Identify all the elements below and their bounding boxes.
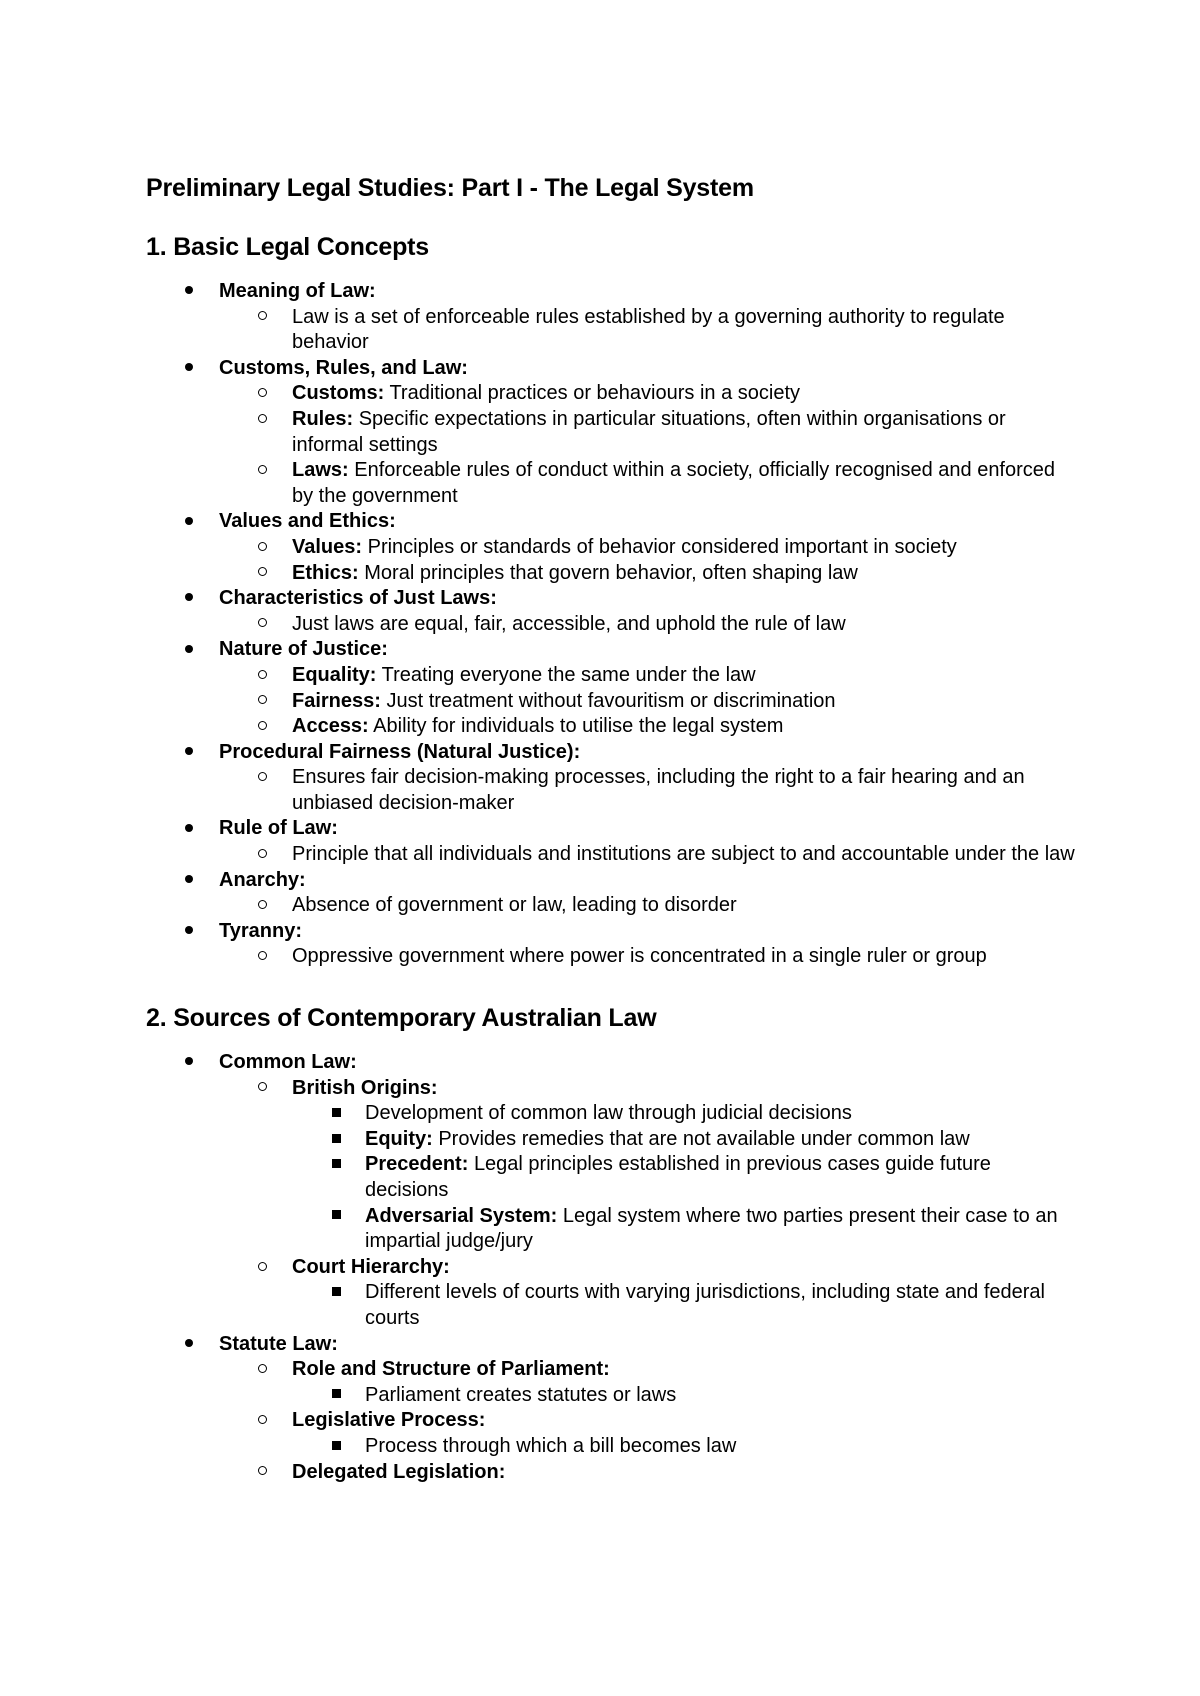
list-subitem [146,714,1076,740]
list-subsubitem [146,1152,1076,1203]
bullet-square-icon [326,1280,346,1306]
subitem-term: Rules: [292,407,354,430]
bullet-square-icon [326,1434,346,1460]
subitem-text: Just treatment without favouritism or discrimination [386,689,836,712]
subsubitem-term: Equity: [365,1127,433,1150]
list-subsubitem [146,1204,1076,1255]
list-item [146,1332,1076,1486]
bullet-square-icon [326,1204,346,1230]
subitem-text: Specific expectations in particular situations, often within organisations or informal settings [292,407,1006,456]
list-item [146,509,1076,586]
subitem-term: Ethics: [292,561,359,584]
list-item [146,1050,1076,1332]
bullet-dot-icon [179,637,199,663]
list-item [146,740,1076,817]
bullet-square-icon [326,1152,346,1178]
subsubitem-term: Precedent: [365,1153,469,1176]
item-label: Statute Law: [219,1332,338,1355]
bullet-circle-icon [252,381,272,407]
list-subitem [146,407,1076,458]
bullet-dot-icon [179,279,199,305]
bullet-circle-icon [252,1076,272,1102]
bullet-circle-icon [252,714,272,740]
subitem-term: Legislative Process: [292,1409,486,1432]
subitem-text: Ability for individuals to utilise the legal system [373,715,784,738]
list-subitem [146,305,1076,356]
bullet-dot-icon [179,586,199,612]
subitem-text: Absence of government or law, leading to disorder [292,894,737,917]
subsubitem-term: Adversarial System: [365,1204,558,1227]
subitem-term: Delegated Legislation: [292,1460,506,1483]
item-label: Procedural Fairness (Natural Justice): [219,740,581,763]
bullet-dot-icon [179,919,199,945]
bullet-circle-icon [252,663,272,689]
item-label: Common Law: [219,1051,357,1074]
subitem-text: Oppressive government where power is concentrated in a single ruler or group [292,945,987,968]
list-subitem [146,893,1076,919]
document-page [146,170,1076,1485]
subitem-text: Just laws are equal, fair, accessible, and uphold the rule of law [292,612,846,635]
bullet-circle-icon [252,842,272,868]
document-title: Preliminary Legal Studies: Part I - The Legal System [146,174,754,202]
list-subitem [146,944,1076,970]
list-subitem [146,842,1076,868]
bullet-dot-icon [179,509,199,535]
list-subitem [146,1357,1076,1408]
item-label: Anarchy: [219,868,306,891]
list-subsubitem [146,1434,1076,1460]
section1-list [146,279,1076,970]
section-heading-basic-legal-concepts: 1. Basic Legal Concepts [146,233,429,261]
list-subitem [146,1076,1076,1255]
bullet-circle-icon [252,612,272,638]
bullet-circle-icon [252,458,272,484]
subitem-text: Treating everyone the same under the law [381,663,756,686]
item-label: Characteristics of Just Laws: [219,587,497,610]
bullet-circle-icon [252,1460,272,1486]
list-item [146,356,1076,510]
item-label: Values and Ethics: [219,510,396,533]
list-subitem [146,612,1076,638]
bullet-square-icon [326,1383,346,1409]
list-subitem [146,765,1076,816]
bullet-dot-icon [179,740,199,766]
subitem-term: Fairness: [292,689,381,712]
list-subitem [146,689,1076,715]
bullet-circle-icon [252,535,272,561]
section-heading-sources-of-law: 2. Sources of Contemporary Australian Law [146,1004,657,1033]
bullet-dot-icon [179,1332,199,1358]
bullet-square-icon [326,1101,346,1127]
list-item [146,279,1076,356]
bullet-circle-icon [252,765,272,791]
bullet-square-icon [326,1127,346,1153]
subitem-text: Ensures fair decision-making processes, including the right to a fair hearing and an unbiased decision-maker [292,766,1025,814]
bullet-circle-icon [252,561,272,587]
list-subitem [146,381,1076,407]
subitem-term: Equality: [292,663,377,686]
list-subitem [146,663,1076,689]
subitem-text: Moral principles that govern behavior, often shaping law [364,561,858,584]
subsubitem-text: Different levels of courts with varying jurisdictions, including state and federal courts [365,1281,1045,1329]
list-item [146,816,1076,867]
subsubitem-text: Legal principles established in previous cases guide future decisions [365,1153,991,1201]
list-subitem [146,1408,1076,1459]
subitem-text: Enforceable rules of conduct within a society, officially recognised and enforced by the government [292,459,1056,507]
subitem-term: British Origins: [292,1076,438,1099]
list-item [146,868,1076,919]
bullet-dot-icon [179,1050,199,1076]
section2-list [146,1050,1076,1485]
subitem-term: Customs: [292,382,385,405]
bullet-circle-icon [252,1408,272,1434]
item-label: Meaning of Law: [219,280,376,302]
subitem-text: Principle that all individuals and institutions are subject to and accountable under the law [292,843,1075,866]
list-item [146,919,1076,970]
list-subitem [146,561,1076,587]
subitem-text: Law is a set of enforceable rules established by a governing authority to regulate behavior [292,305,1005,354]
subitem-term: Laws: [292,459,349,482]
bullet-circle-icon [252,893,272,919]
subsubitem-text: Process through which a bill becomes law [365,1434,737,1457]
list-subitem [146,535,1076,561]
bullet-dot-icon [179,868,199,894]
item-label: Nature of Justice: [219,638,388,661]
bullet-dot-icon [179,356,199,382]
list-subsubitem [146,1127,1076,1153]
list-item [146,637,1076,739]
item-label: Customs, Rules, and Law: [219,356,468,379]
list-subsubitem [146,1101,1076,1127]
subitem-term: Values: [292,535,363,558]
bullet-circle-icon [252,1357,272,1383]
subitem-term: Access: [292,715,369,738]
subitem-term: Court Hierarchy: [292,1255,450,1278]
list-subitem [146,1255,1076,1332]
subitem-term: Role and Structure of Parliament: [292,1358,610,1381]
subsubitem-text: Development of common law through judicial decisions [365,1102,852,1125]
bullet-circle-icon [252,689,272,715]
subsubitem-text: Provides remedies that are not available under common law [438,1127,970,1150]
subsubitem-text: Legal system where two parties present their case to an impartial judge/jury [365,1204,1058,1253]
list-subitem [146,1460,1076,1486]
list-item [146,586,1076,637]
bullet-circle-icon [252,407,272,433]
list-subsubitem [146,1383,1076,1409]
list-subitem [146,458,1076,509]
item-label: Rule of Law: [219,817,338,840]
bullet-circle-icon [252,1255,272,1281]
subitem-text: Traditional practices or behaviours in a society [389,382,801,405]
bullet-circle-icon [252,944,272,970]
item-label: Tyranny: [219,919,302,942]
bullet-dot-icon [179,816,199,842]
list-subsubitem [146,1280,1076,1331]
bullet-circle-icon [252,305,272,331]
subsubitem-text: Parliament creates statutes or laws [365,1383,677,1406]
subitem-text: Principles or standards of behavior considered important in society [367,535,957,558]
